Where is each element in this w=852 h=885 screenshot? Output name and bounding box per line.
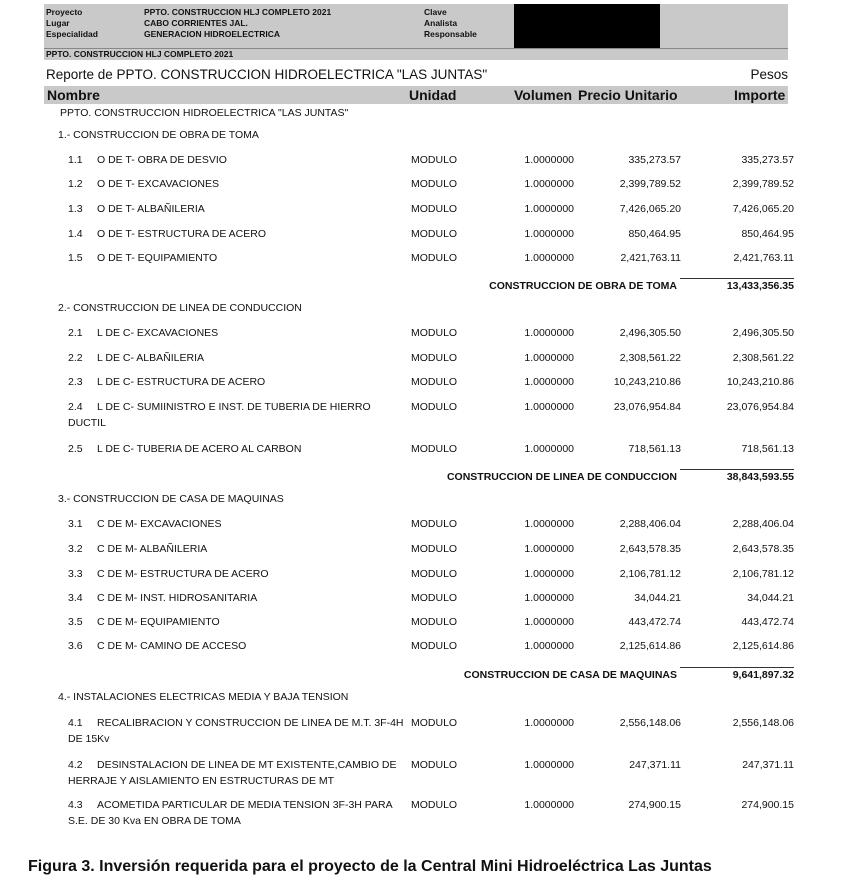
- item-number: 3.3: [68, 568, 83, 580]
- item-description: C DE M- INST. HIDROSANITARIA: [97, 592, 258, 604]
- item-description: C DE M- ALBAÑILERIA: [97, 543, 208, 555]
- col-precio: Precio Unitario: [578, 87, 678, 103]
- item-volumen: 1.0000000: [524, 376, 574, 388]
- item-unidad: MODULO: [411, 568, 458, 580]
- item-volumen: 1.0000000: [524, 252, 574, 264]
- item-description: C DE M- ESTRUCTURA DE ACERO: [97, 568, 269, 580]
- item-precio: 2,496,305.50: [619, 327, 681, 339]
- item-precio: 34,044.21: [634, 592, 681, 604]
- col-unidad: Unidad: [409, 87, 457, 103]
- item-precio: 443,472.74: [628, 616, 681, 628]
- item-importe: 2,308,561.22: [732, 352, 794, 364]
- item-volumen: 1.0000000: [524, 401, 574, 413]
- item-unidad: MODULO: [411, 352, 458, 364]
- item-importe: 2,125,614.86: [732, 640, 794, 652]
- subtotal-rule: [680, 469, 794, 470]
- item-unidad: MODULO: [411, 592, 458, 604]
- currency-label: Pesos: [750, 67, 788, 82]
- item-unidad: MODULO: [411, 759, 458, 771]
- section-heading: 4.- INSTALACIONES ELECTRICAS MEDIA Y BAJA TENSION: [58, 691, 349, 703]
- especialidad-label: Especialidad: [46, 29, 98, 39]
- item-volumen: 1.0000000: [524, 178, 574, 190]
- item-precio: 2,288,406.04: [619, 518, 681, 530]
- clave-label: Clave: [424, 7, 447, 17]
- subtotal-value: 38,843,593.55: [726, 471, 794, 483]
- subtotal-rule: [680, 667, 794, 668]
- lugar-label: Lugar: [46, 18, 70, 28]
- report-title: Reporte de PPTO. CONSTRUCCION HIDROELECTRICA "LAS JUNTAS": [46, 67, 488, 82]
- item-volumen: 1.0000000: [524, 518, 574, 530]
- item-description-cont: DE 15Kv: [68, 733, 110, 745]
- item-importe: 247,371.11: [742, 759, 794, 771]
- item-volumen: 1.0000000: [524, 327, 574, 339]
- section-heading: 2.- CONSTRUCCION DE LINEA DE CONDUCCION: [58, 302, 302, 314]
- item-precio: 850,464.95: [628, 228, 681, 240]
- item-number: 1.5: [68, 252, 83, 264]
- item-precio: 2,399,789.52: [619, 178, 681, 190]
- item-unidad: MODULO: [411, 518, 458, 530]
- item-unidad: MODULO: [411, 228, 458, 240]
- item-volumen: 1.0000000: [524, 543, 574, 555]
- item-unidad: MODULO: [411, 799, 458, 811]
- item-unidad: MODULO: [411, 616, 458, 628]
- budget-root-label: PPTO. CONSTRUCCION HIDROELECTRICA "LAS JUNTAS": [60, 107, 349, 119]
- item-precio: 247,371.11: [629, 759, 681, 771]
- col-volumen: Volumen: [514, 87, 573, 103]
- item-number: 4.2: [68, 759, 83, 771]
- item-precio: 23,076,954.84: [613, 401, 681, 413]
- col-nombre: Nombre: [47, 87, 100, 103]
- proyecto-label: Proyecto: [46, 7, 83, 17]
- item-precio: 2,106,781.12: [619, 568, 681, 580]
- section-heading: 1.- CONSTRUCCION DE OBRA DE TOMA: [58, 129, 259, 141]
- item-volumen: 1.0000000: [524, 203, 574, 215]
- item-description: L DE C- TUBERIA DE ACERO AL CARBON: [97, 443, 302, 455]
- item-description: O DE T- ALBAÑILERIA: [97, 203, 205, 215]
- item-number: 2.1: [68, 327, 83, 339]
- item-description: O DE T- EQUIPAMIENTO: [97, 252, 218, 264]
- item-precio: 274,900.15: [628, 799, 681, 811]
- especialidad-value: GENERACION HIDROELECTRICA: [144, 29, 281, 39]
- subtotal-value: 9,641,897.32: [732, 669, 794, 681]
- item-description-cont: S.E. DE 30 Kva EN OBRA DE TOMA: [68, 815, 241, 827]
- item-number: 1.1: [68, 154, 83, 166]
- item-importe: 2,496,305.50: [732, 327, 794, 339]
- item-volumen: 1.0000000: [524, 799, 574, 811]
- item-number: 3.1: [68, 518, 83, 530]
- item-unidad: MODULO: [411, 376, 458, 388]
- column-header-row: [44, 86, 788, 104]
- item-importe: 2,556,148.06: [732, 717, 794, 729]
- item-unidad: MODULO: [411, 640, 458, 652]
- item-precio: 335,273.57: [628, 154, 681, 166]
- item-description: L DE C- SUMIINISTRO E INST. DE TUBERIA DE HIERRO: [97, 401, 371, 413]
- item-description: L DE C- EXCAVACIONES: [97, 327, 219, 339]
- item-description: L DE C- ESTRUCTURA DE ACERO: [97, 376, 266, 388]
- item-importe: 274,900.15: [741, 799, 794, 811]
- item-description: O DE T- EXCAVACIONES: [97, 178, 219, 190]
- item-number: 2.2: [68, 352, 83, 364]
- item-unidad: MODULO: [411, 178, 458, 190]
- item-importe: 2,421,763.11: [733, 252, 794, 264]
- item-number: 4.1: [68, 717, 83, 729]
- project-header: [44, 4, 788, 60]
- item-description: DESINSTALACION DE LINEA DE MT EXISTENTE,CAMBIO DE: [97, 759, 397, 771]
- item-importe: 850,464.95: [741, 228, 794, 240]
- item-unidad: MODULO: [411, 401, 458, 413]
- item-unidad: MODULO: [411, 252, 458, 264]
- item-precio: 2,308,561.22: [619, 352, 681, 364]
- item-importe: 2,288,406.04: [732, 518, 794, 530]
- item-number: 3.4: [68, 592, 83, 604]
- item-volumen: 1.0000000: [524, 759, 574, 771]
- item-importe: 2,399,789.52: [732, 178, 794, 190]
- item-volumen: 1.0000000: [524, 154, 574, 166]
- item-unidad: MODULO: [411, 543, 458, 555]
- redacted-block: [514, 4, 660, 49]
- item-importe: 2,106,781.12: [732, 568, 794, 580]
- item-precio: 718,561.13: [628, 443, 681, 455]
- item-unidad: MODULO: [411, 327, 458, 339]
- item-number: 2.3: [68, 376, 83, 388]
- item-importe: 23,076,954.84: [726, 401, 794, 413]
- item-unidad: MODULO: [411, 443, 458, 455]
- item-number: 3.5: [68, 616, 83, 628]
- item-unidad: MODULO: [411, 154, 458, 166]
- item-description: C DE M- CAMINO DE ACCESO: [97, 640, 247, 652]
- item-number: 1.2: [68, 178, 83, 190]
- item-unidad: MODULO: [411, 717, 458, 729]
- responsable-label: Responsable: [424, 29, 477, 39]
- item-number: 2.4: [68, 401, 83, 413]
- item-description: C DE M- EQUIPAMIENTO: [97, 616, 220, 628]
- item-precio: 2,556,148.06: [619, 717, 681, 729]
- item-volumen: 1.0000000: [524, 228, 574, 240]
- subtotal-value: 13,433,356.35: [726, 280, 794, 292]
- subtotal-label: CONSTRUCCION DE OBRA DE TOMA: [489, 280, 677, 292]
- item-importe: 335,273.57: [741, 154, 794, 166]
- item-volumen: 1.0000000: [524, 443, 574, 455]
- subtotal-label: CONSTRUCCION DE CASA DE MAQUINAS: [463, 669, 677, 681]
- item-description-cont: DUCTIL: [68, 417, 106, 429]
- item-importe: 2,643,578.35: [732, 543, 794, 555]
- item-volumen: 1.0000000: [524, 352, 574, 364]
- item-description: RECALIBRACION Y CONSTRUCCION DE LINEA DE M.T. 3F-4H: [97, 717, 404, 729]
- item-precio: 2,421,763.11: [620, 252, 681, 264]
- item-importe: 443,472.74: [741, 616, 794, 628]
- subtotal-rule: [680, 278, 794, 279]
- item-precio: 7,426,065.20: [619, 203, 681, 215]
- header-subtitle: PPTO. CONSTRUCCION HLJ COMPLETO 2021: [46, 49, 234, 59]
- col-importe: Importe: [734, 87, 786, 103]
- item-importe: 7,426,065.20: [732, 203, 794, 215]
- item-importe: 34,044.21: [747, 592, 794, 604]
- item-number: 2.5: [68, 443, 83, 455]
- section-heading: 3.- CONSTRUCCION DE CASA DE MAQUINAS: [58, 493, 284, 505]
- item-number: 3.6: [68, 640, 83, 652]
- item-number: 4.3: [68, 799, 83, 811]
- item-description-cont: HERRAJE Y AISLAMIENTO EN ESTRUCTURAS DE MT: [68, 775, 335, 787]
- item-description: O DE T- OBRA DE DESVIO: [97, 154, 227, 166]
- item-unidad: MODULO: [411, 203, 458, 215]
- item-number: 1.3: [68, 203, 83, 215]
- item-description: C DE M- EXCAVACIONES: [97, 518, 222, 530]
- item-description: O DE T- ESTRUCTURA DE ACERO: [97, 228, 266, 240]
- item-description: ACOMETIDA PARTICULAR DE MEDIA TENSION 3F-3H PARA: [97, 799, 393, 811]
- item-precio: 2,643,578.35: [619, 543, 681, 555]
- figure-caption: Figura 3. Inversión requerida para el proyecto de la Central Mini Hidroeléctrica Las Juntas: [28, 858, 712, 875]
- item-volumen: 1.0000000: [524, 616, 574, 628]
- item-precio: 2,125,614.86: [619, 640, 681, 652]
- subtotal-label: CONSTRUCCION DE LINEA DE CONDUCCION: [446, 471, 677, 483]
- item-volumen: 1.0000000: [524, 568, 574, 580]
- item-description: L DE C- ALBAÑILERIA: [97, 352, 204, 364]
- proyecto-value: PPTO. CONSTRUCCION HLJ COMPLETO 2021: [144, 7, 332, 17]
- lugar-value: CABO CORRIENTES JAL.: [144, 18, 248, 28]
- analista-label: Analista: [424, 18, 458, 28]
- item-precio: 10,243,210.86: [613, 376, 681, 388]
- item-importe: 10,243,210.86: [726, 376, 794, 388]
- item-volumen: 1.0000000: [524, 640, 574, 652]
- item-volumen: 1.0000000: [524, 592, 574, 604]
- item-importe: 718,561.13: [741, 443, 794, 455]
- item-volumen: 1.0000000: [524, 717, 574, 729]
- item-number: 3.2: [68, 543, 83, 555]
- item-number: 1.4: [68, 228, 83, 240]
